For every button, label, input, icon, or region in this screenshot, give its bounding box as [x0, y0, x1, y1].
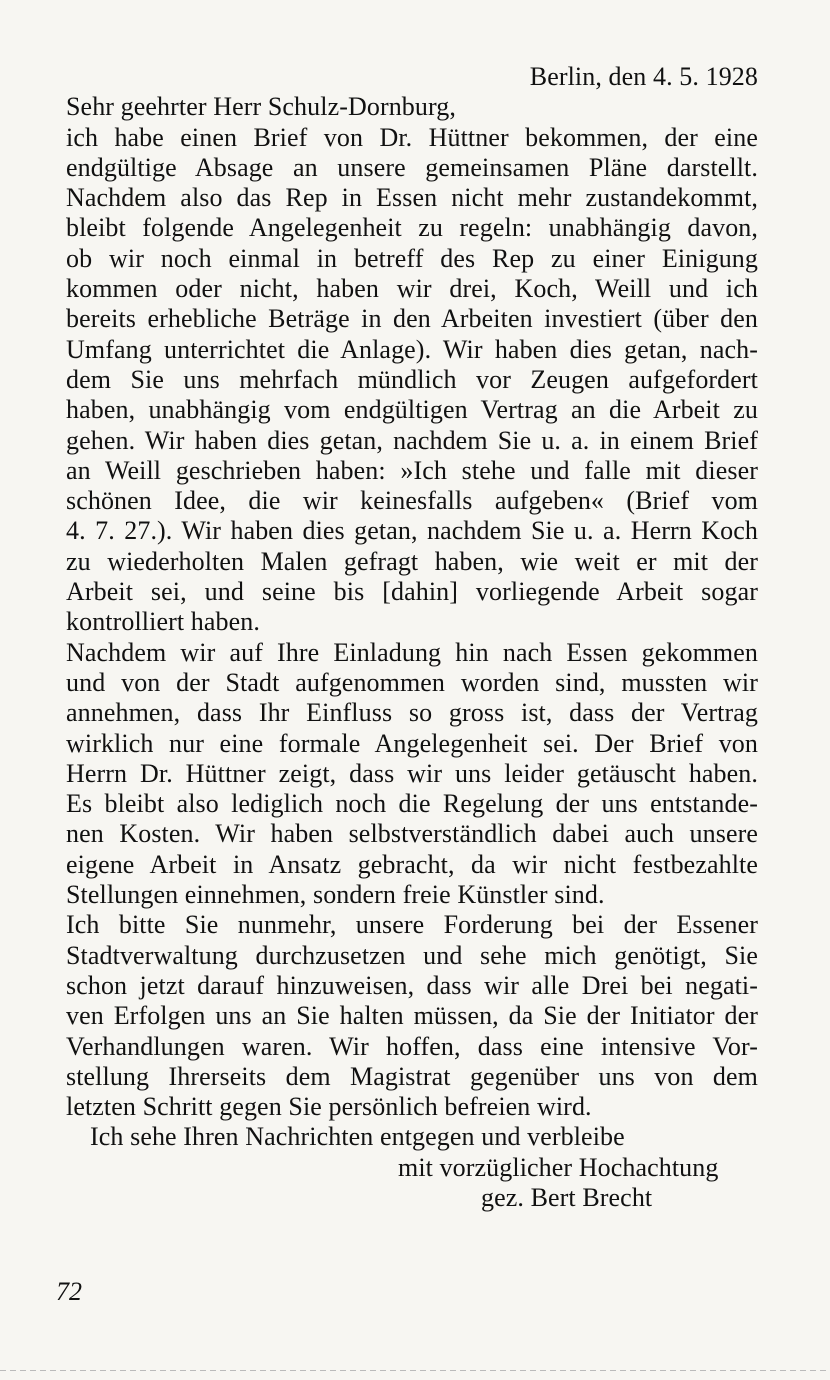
salutation: Sehr geehrter Herr Schulz-Dornburg,	[66, 92, 456, 122]
text-line: Stadtverwaltung durchzusetzen und sehe mich genötigt, Sie	[66, 940, 758, 970]
paragraph-1	[66, 123, 758, 638]
text-line: kommen oder nicht, haben wir drei, Koch, Weill und ich	[66, 274, 758, 304]
text-line: wirklich nur eine formale Angelegenheit sei. Der Brief von	[66, 728, 758, 758]
text-line: zu wiederholten Malen gefragt haben, wie weit er mit der	[66, 546, 758, 576]
text-line: Es bleibt also lediglich noch die Regelung der uns entstande-	[66, 789, 758, 819]
text-line: Stellungen einnehmen, sondern freie Künstler sind.	[66, 880, 605, 910]
text-line: Herrn Dr. Hüttner zeigt, dass wir uns leider getäuscht haben.	[66, 758, 758, 788]
regards-line: mit vorzüglicher Hochachtung	[398, 1152, 719, 1182]
text-line: ich habe einen Brief von Dr. Hüttner bekommen, der eine	[66, 122, 758, 152]
text-line: haben, unabhängig vom endgültigen Vertrag an die Arbeit zu	[66, 395, 758, 425]
paragraph-2	[66, 638, 758, 911]
text-line: Nachdem wir auf Ihre Einladung hin nach Essen gekommen	[66, 637, 758, 667]
text-line: dem Sie uns mehrfach mündlich vor Zeugen aufgefordert	[66, 364, 758, 394]
bottom-edge-rule	[0, 1370, 830, 1371]
text-line: und von der Stadt aufgenommen worden sind, mussten wir	[66, 667, 758, 697]
text-line: Ich bitte Sie nunmehr, unsere Forderung bei der Essener	[66, 910, 758, 940]
page-number: 72	[56, 1277, 82, 1306]
text-line: Umfang unterrichtet die Anlage). Wir haben dies getan, nach-	[66, 334, 758, 364]
text-line: bleibt folgende Angelegenheit zu regeln: unabhängig davon,	[66, 213, 758, 243]
text-line: Verhandlungen waren. Wir hoffen, dass eine intensive Vor-	[66, 1031, 758, 1061]
text-line: schon jetzt darauf hinzuweisen, dass wir alle Drei bei negati-	[66, 970, 758, 1000]
text-line: nen Kosten. Wir haben selbstverständlich dabei auch unsere	[66, 819, 758, 849]
letter-body	[66, 62, 758, 1213]
text-line: endgültige Absage an unsere gemeinsamen Pläne darstellt.	[66, 152, 758, 182]
text-line: annehmen, dass Ihr Einfluss so gross ist, dass der Vertrag	[66, 698, 758, 728]
text-line: gehen. Wir haben dies getan, nachdem Sie u. a. in einem Brief	[66, 425, 758, 455]
text-line: an Weill geschrieben haben: »Ich stehe und falle mit dieser	[66, 455, 758, 485]
text-line: stellung Ihrerseits dem Magistrat gegenüber uns von dem	[66, 1061, 758, 1091]
text-line: 4. 7. 27.). Wir haben dies getan, nachdem Sie u. a. Herrn Koch	[66, 516, 758, 546]
text-line: ven Erfolgen uns an Sie halten müssen, da Sie der Initiator der	[66, 1001, 758, 1031]
text-line: ob wir noch einmal in betreff des Rep zu einer Einigung	[66, 243, 758, 273]
text-line: Arbeit sei, und seine bis [dahin] vorliegende Arbeit sogar	[66, 577, 758, 607]
paragraph-3	[66, 910, 758, 1122]
text-line: bereits erhebliche Beträge in den Arbeiten investiert (über den	[66, 304, 758, 334]
letter-date: Berlin, den 4. 5. 1928	[529, 62, 758, 91]
closing-line: Ich sehe Ihren Nachrichten entgegen und verbleibe	[90, 1122, 625, 1152]
text-line: kontrolliert haben.	[66, 607, 260, 637]
text-line: letzten Schritt gegen Sie persönlich befreien wird.	[66, 1092, 592, 1122]
text-line: eigene Arbeit in Ansatz gebracht, da wir nicht festbezahlte	[66, 849, 758, 879]
text-line: Nachdem also das Rep in Essen nicht mehr zustandekommt,	[66, 183, 758, 213]
text-line: schönen Idee, die wir keinesfalls aufgeben« (Brief vom	[66, 486, 758, 516]
signature: gez. Bert Brecht	[481, 1182, 653, 1212]
